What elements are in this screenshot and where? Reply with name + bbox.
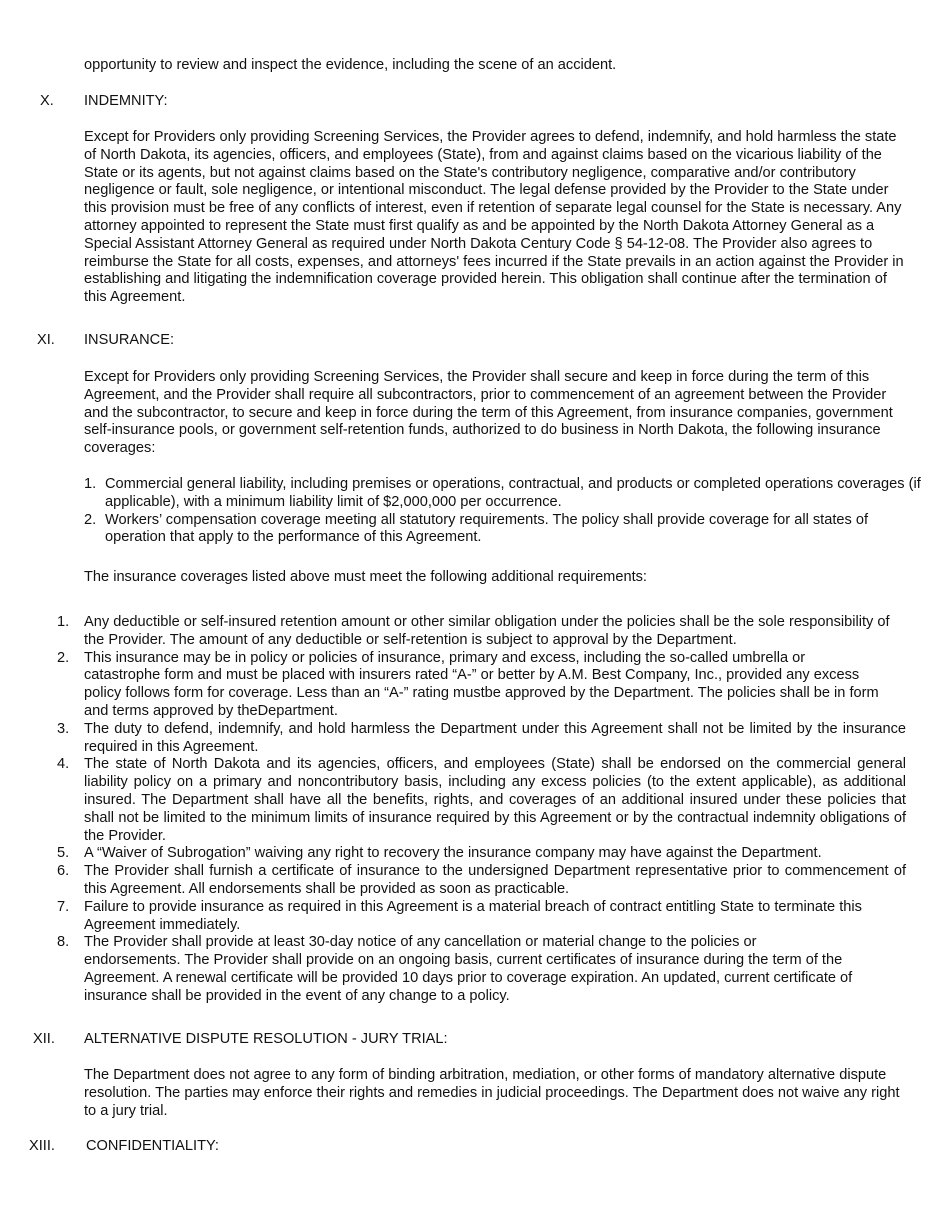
list-item (84, 476, 926, 512)
list-text: Failure to provide insurance as required in this Agreement is a material breach of contract entitling State to terminate this Agreement immediately. (84, 898, 862, 933)
continuation-line: opportunity to review and inspect the evidence, including the scene of an accident. (84, 57, 617, 73)
requirements-intro: The insurance coverages listed above must meet the following additional requirements: (84, 569, 647, 585)
requirements-list (57, 614, 906, 1006)
list-number: 7. (57, 898, 70, 915)
list-number: 8. (57, 934, 70, 951)
list-number: 1. (57, 614, 70, 630)
list-item (57, 863, 906, 899)
list-text: Commercial general liability, including premises or operations, contractual, and products or completed operations coverages (if applicable), with a minimum liability limit of $2,000,000 per occurrence. (105, 476, 921, 510)
section-title: CONFIDENTIALITY: (86, 1138, 219, 1154)
list-text: Any deductible or self-insured retention amount or other similar obligation under the policies shall be the sole responsibility of the Provider. The amount of any deductible or self-retention is subject to approval by the Department. (84, 614, 890, 648)
section-number: XII. (33, 1031, 55, 1047)
list-text: The state of North Dakota and its agencies, officers, and employees (State) shall be endorsed on the commercial general liability policy on a primary and noncontributory basis, including any excess policies (to the extent applicable), as additional insured. The Department shall have all the benefits, rights, and coverages of an additional insured under these policies that shall not be limited to the minimum limits of insurance required by this Agreement or by the contractual indemnity obligations of the Provider. (84, 756, 906, 844)
section-title: INSURANCE: (84, 332, 175, 348)
coverage-list (84, 476, 926, 547)
list-item (57, 649, 879, 721)
section-heading-dispute-resolution (33, 1031, 533, 1049)
list-number: 2. (84, 511, 97, 528)
list-item (57, 898, 906, 935)
section-number: X. (40, 93, 54, 109)
list-number: 1. (84, 476, 97, 492)
section-heading-indemnity (40, 93, 340, 111)
list-number: 6. (57, 863, 70, 880)
dispute-resolution-paragraph: The Department does not agree to any form of binding arbitration, mediation, or other forms of mandatory alternative dispute resolution. The parties may enforce their rights and remedies in judicial proceedings. The Department does not waive any right to a jury trial. (84, 1067, 900, 1119)
list-item (57, 756, 906, 845)
list-item (84, 512, 926, 548)
section-number: XI. (37, 332, 55, 348)
list-number: 4. (57, 756, 70, 773)
section-title: INDEMNITY: (84, 93, 168, 109)
list-item (57, 614, 906, 650)
list-text: The Provider shall furnish a certificate of insurance to the undersigned Department representative prior to commencement of this Agreement. All endorsements shall be provided as soon as practicable. (84, 863, 906, 897)
list-text: A “Waiver of Subrogation” waiving any right to recovery the insurance company may have against the Department. (84, 845, 822, 862)
list-number: 5. (57, 845, 70, 862)
list-item (57, 845, 906, 863)
section-number: XIII. (29, 1138, 55, 1154)
list-number: 2. (57, 649, 70, 666)
section-heading-insurance (37, 332, 337, 350)
list-text: This insurance may be in policy or policies of insurance, primary and excess, including the so-called umbrella or catastrophe form and must be placed with insurers rated “A-” or better by A.M. Best Company, Inc., provided any excess policy follows form for coverage. Less than an “A-” rating mustbe approved by the Department. The policies shall be in form and terms approved by theDepartment. (84, 649, 879, 719)
list-item (57, 720, 906, 757)
indemnity-paragraph: Except for Providers only providing Screening Services, the Provider agrees to defend, indemnify, and hold harmless the state of North Dakota, its agencies, officers, and employees (State), from and against claims based on the vicarious liability of the State or its agents, but not against claims based on the State's contributory negligence, comparative and/or contributory negligence or fault, sole negligence, or intentional misconduct. The legal defense provided by the Provider to the State under this provision must be free of any conflicts of interest, even if retention of separate legal counsel for the State is necessary. Any attorney appointed to represent the State must first qualify as and be appointed by the North Dakota Attorney General as a Special Assistant Attorney General as required under North Dakota Century Code § 54-12-08. The Provider also agrees to reimburse the State for all costs, expenses, and attorneys' fees incurred if the State prevails in an action against the Provider in establishing and litigating the indemnification coverage provided herein. This obligation shall continue after the termination of this Agreement. (84, 129, 904, 306)
list-text: The duty to defend, indemnify, and hold harmless the Department under this Agreement shall not be limited by the insurance required in this Agreement. (84, 720, 906, 755)
section-title: ALTERNATIVE DISPUTE RESOLUTION - JURY TRIAL: (84, 1031, 448, 1047)
list-item (57, 934, 854, 1005)
list-text: Workers’ compensation coverage meeting all statutory requirements. The policy shall provide coverage for all states of operation that apply to the performance of this Agreement. (105, 511, 869, 546)
list-number: 3. (57, 720, 70, 737)
section-heading-confidentiality (29, 1138, 429, 1156)
list-text: The Provider shall provide at least 30-day notice of any cancellation or material change to the policies or endorsements. The Provider shall provide on an ongoing basis, current certificates of insurance during the term of the Agreement. A renewal certificate will be provided 10 days prior to coverage expiration. An updated, current certificate of insurance shall be provided in the event of any change to a policy. (84, 934, 853, 1004)
insurance-paragraph: Except for Providers only providing Screening Services, the Provider shall secure and keep in force during the term of this Agreement, and the Provider shall require all subcontractors, prior to commencement of an agreement between the Provider and the subcontractor, to secure and keep in force during the term of this Agreement, from insurance companies, government self-insurance pools, or government self-retention funds, authorized to do business in North Dakota, the following insurance coverages: (84, 369, 893, 457)
